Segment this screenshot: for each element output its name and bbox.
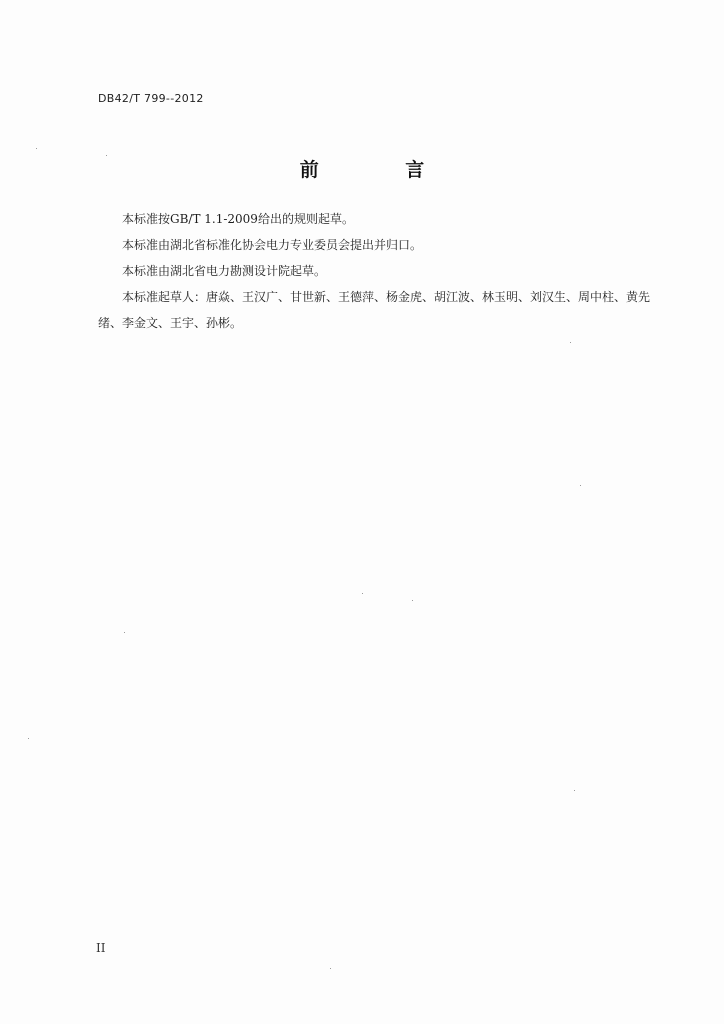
scan-speck	[36, 148, 37, 149]
foreword-body	[98, 206, 668, 336]
section-title: 前 言	[299, 159, 465, 181]
page-number: II	[96, 941, 106, 955]
scan-speck	[362, 593, 363, 594]
scan-speck	[574, 790, 575, 791]
scan-speck	[28, 738, 29, 739]
scan-speck	[124, 632, 125, 633]
paragraph-drafters: 本标准起草人：唐焱、王汉广、甘世新、王德萍、杨金虎、胡江波、林玉明、刘汉生、周中柱、黄先绪、李金文、王宇、孙彬。	[98, 290, 651, 330]
paragraph-proposer: 本标准由湖北省标准化协会电力专业委员会提出并归口。	[122, 238, 423, 252]
paragraph-drafting-rules: 本标准按GB/T 1.1-2009给出的规则起草。	[122, 212, 354, 226]
paragraph-drafting-unit: 本标准由湖北省电力勘测设计院起草。	[122, 264, 327, 278]
scan-speck	[412, 600, 413, 601]
scan-speck	[580, 485, 581, 486]
standard-code-header: DB42/T 799--2012	[98, 92, 204, 105]
scan-speck	[330, 968, 331, 969]
scan-speck	[106, 155, 107, 156]
scan-speck	[570, 342, 571, 343]
